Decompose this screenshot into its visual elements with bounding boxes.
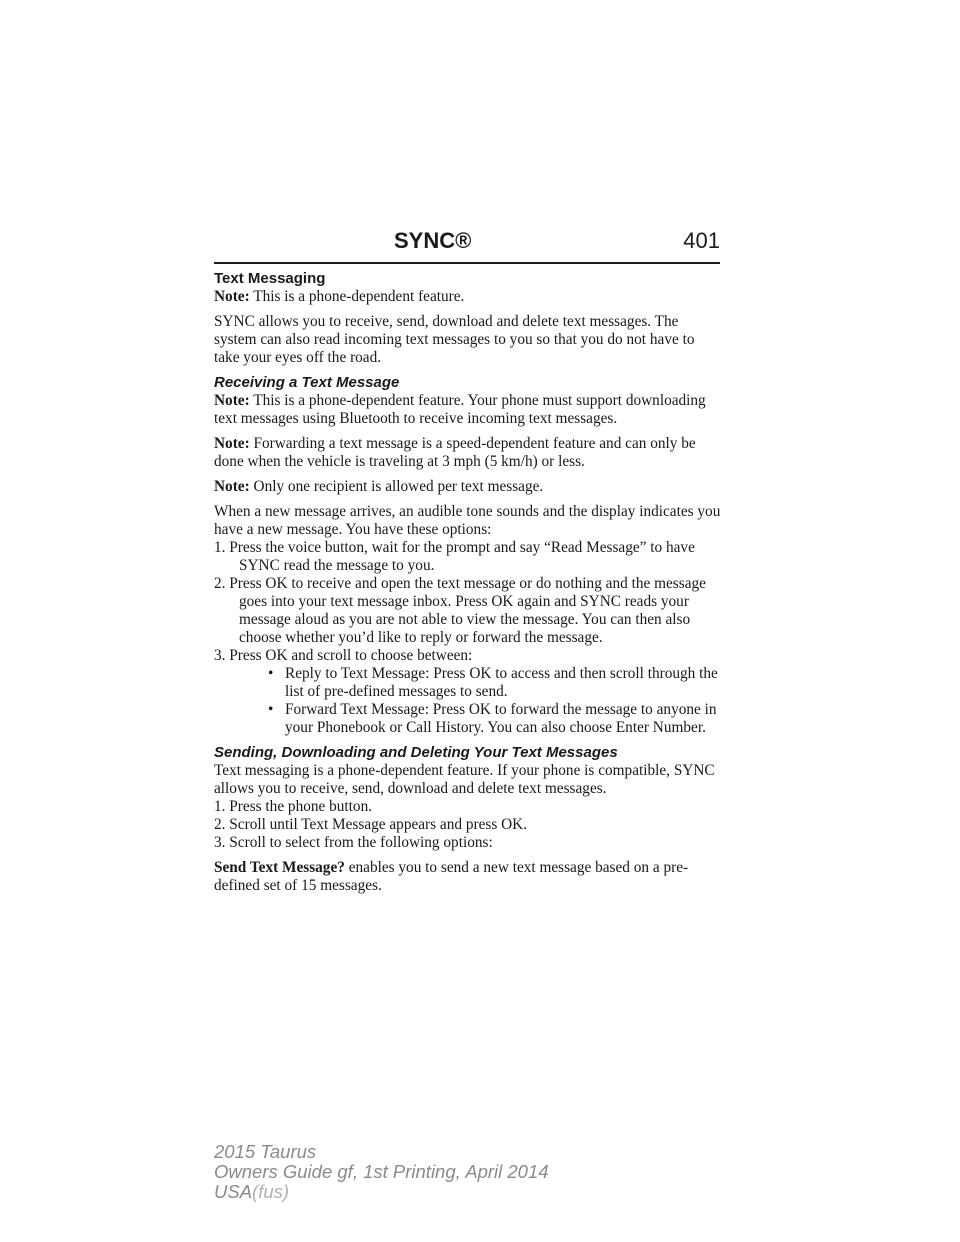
list-item-text: 3. Press OK and scroll to choose between: xyxy=(214,647,473,664)
note xyxy=(214,392,722,428)
heading-text-messaging: Text Messaging xyxy=(214,270,326,287)
list-item: 3. Scroll to select from the following options: xyxy=(214,834,493,851)
paragraph: When a new message arrives, an audible tone sounds and the display indicates you have a new message. You have these options: xyxy=(214,503,721,538)
bullet-icon: • xyxy=(268,665,274,682)
note xyxy=(214,435,722,471)
footer-edition: Owners Guide gf, 1st Printing, April 2014 xyxy=(214,1161,549,1182)
page-content xyxy=(214,270,722,902)
footer-market-code: (fus) xyxy=(252,1181,290,1202)
note-label: Note: xyxy=(214,288,250,305)
bullet-list xyxy=(239,665,722,737)
bullet-item xyxy=(239,701,722,737)
bullet-item xyxy=(239,665,722,701)
term-label: Send Text Message? xyxy=(214,859,345,876)
numbered-list xyxy=(214,539,722,737)
list-item xyxy=(214,647,722,737)
note-label: Note: xyxy=(214,478,250,495)
list-item: 1. Press the phone button. xyxy=(214,798,373,815)
paragraph: SYNC allows you to receive, send, download and delete text messages. The system can also read incoming text messages to you so that you do not have to take your eyes off the road. xyxy=(214,313,695,366)
bullet-text: Forward Text Message: Press OK to forward the message to anyone in your Phonebook or Call History. You can also choose Enter Number. xyxy=(285,701,717,736)
footer-market-main: USA xyxy=(214,1181,253,1202)
list-item: 2. Scroll until Text Message appears and press OK. xyxy=(214,816,528,833)
heading-receiving: Receiving a Text Message xyxy=(214,374,400,391)
numbered-list xyxy=(214,798,722,852)
bullet-text: Reply to Text Message: Press OK to access and then scroll through the list of pre-defined messages to send. xyxy=(285,665,718,700)
note-label: Note: xyxy=(214,392,250,409)
note xyxy=(214,288,722,306)
note-label: Note: xyxy=(214,435,250,452)
page-footer xyxy=(214,1142,549,1202)
bullet-icon: • xyxy=(268,701,274,718)
footer-model: 2015 Taurus xyxy=(214,1141,317,1162)
send-text-message-description xyxy=(214,859,722,895)
note-text: Forwarding a text message is a speed-dependent feature and can only be done when the vehicle is traveling at 3 mph (5 km/h) or less. xyxy=(214,435,696,470)
heading-sending: Sending, Downloading and Deleting Your Text Messages xyxy=(214,744,618,761)
page-number: 401 xyxy=(683,228,720,253)
list-item: 2. Press OK to receive and open the text message or do nothing and the message goes into your text message inbox. Press OK again and SYNC reads your message aloud as you are not able to view the message. You can then also choose whether you’d like to reply or forward the message. xyxy=(214,575,706,646)
paragraph: Text messaging is a phone-dependent feature. If your phone is compatible, SYNC allows you to receive, send, download and delete text messages. xyxy=(214,762,715,797)
page-header xyxy=(214,228,720,264)
section-title: SYNC® xyxy=(394,228,472,253)
note-text: This is a phone-dependent feature. Your phone must support downloading text messages using Bluetooth to receive incoming text messages. xyxy=(214,392,706,427)
note xyxy=(214,478,722,496)
footer-market xyxy=(214,1182,549,1202)
note-text: This is a phone-dependent feature. xyxy=(253,288,465,305)
list-item: 1. Press the voice button, wait for the prompt and say “Read Message” to have SYNC read the message to you. xyxy=(214,539,695,574)
term-text: enables you to send a new text message based on a pre-defined set of 15 messages. xyxy=(214,859,689,894)
note-text: Only one recipient is allowed per text message. xyxy=(253,478,544,495)
